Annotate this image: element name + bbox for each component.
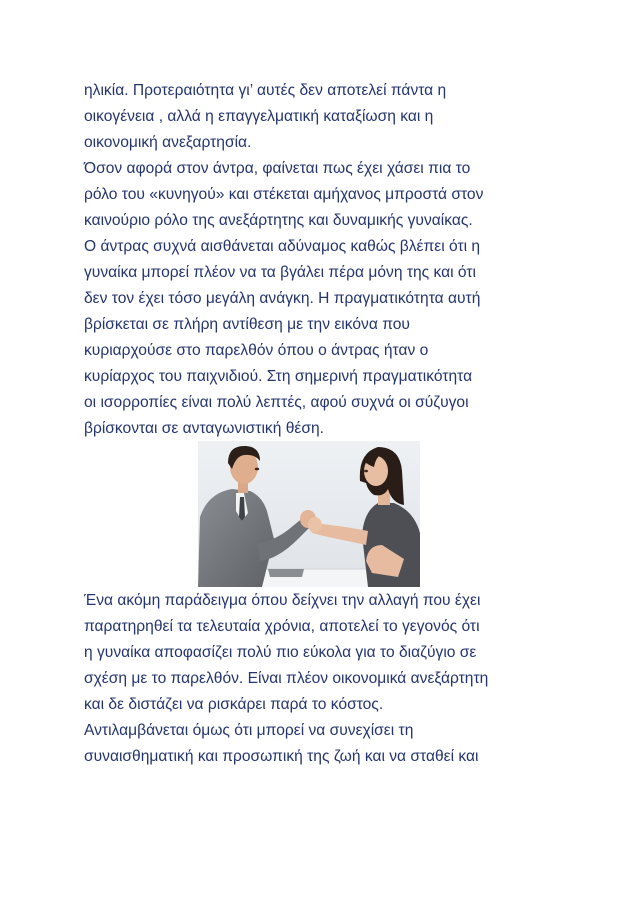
text-line: ρόλο του «κυνηγού» και στέκεται αμήχανος μπροστά στον [84,186,484,203]
text-line: βρίσκονται σε ανταγωνιστική θέση. [84,420,324,437]
text-line: βρίσκεται σε πλήρη αντίθεση με την εικόνα που [84,316,410,333]
text-line: οι ισορροπίες είναι πολύ λεπτές, αφού συχνά οι σύζυγοι [84,394,469,411]
text-line: κυρίαρχος του παιχνιδιού. Στη σημερινή πραγματικότητα [84,368,473,385]
text-line: ηλικία. Προτεραιότητα γι’ αυτές δεν αποτελεί πάντα η [84,82,447,99]
text-line: δεν τον έχει τόσο μεγάλη ανάγκη. Η πραγματικότητα αυτή [84,290,481,307]
text-line: καινούριο ρόλο της ανεξάρτητης και δυναμικής γυναίκας. [84,212,473,229]
text-line: Όσον αφορά στον άντρα, φαίνεται πως έχει χάσει πια το [84,160,471,177]
text-line: παρατηρηθεί τα τελευταία χρόνια, αποτελεί το γεγονός ότι [84,618,480,635]
text-line: Ο άντρας συχνά αισθάνεται αδύναμος καθώς βλέπει ότι η [84,238,481,255]
text-line: η γυναίκα αποφασίζει πολύ πιο εύκολα για το διαζύγιο σε [84,644,477,661]
text-line: συναισθηματική και προσωπική της ζωή και να σταθεί και [84,748,479,765]
text-line: γυναίκα μπορεί πλέον να τα βγάλει πέρα μόνη της και ότι [84,264,476,281]
arm-wrestling-photo [198,441,420,587]
text-line: οικονομική ανεξαρτησία. [84,134,252,151]
text-line: οικογένεια , αλλά η επαγγελματική καταξίωση και η [84,108,434,125]
text-line: Ένα ακόμη παράδειγμα όπου δείχνει την αλλαγή που έχει [84,592,481,609]
text-line: κυριαρχούσε στο παρελθόν όπου ο άντρας ήταν ο [84,342,429,359]
text-line: και δε διστάζει να ρισκάρει παρά το κόστος. [84,696,384,713]
text-line: σχέση με το παρελθόν. Είναι πλέον οικονομικά ανεξάρτητη [84,670,489,687]
text-line: Αντιλαμβάνεται όμως ότι μπορεί να συνεχίσει τη [84,722,414,739]
